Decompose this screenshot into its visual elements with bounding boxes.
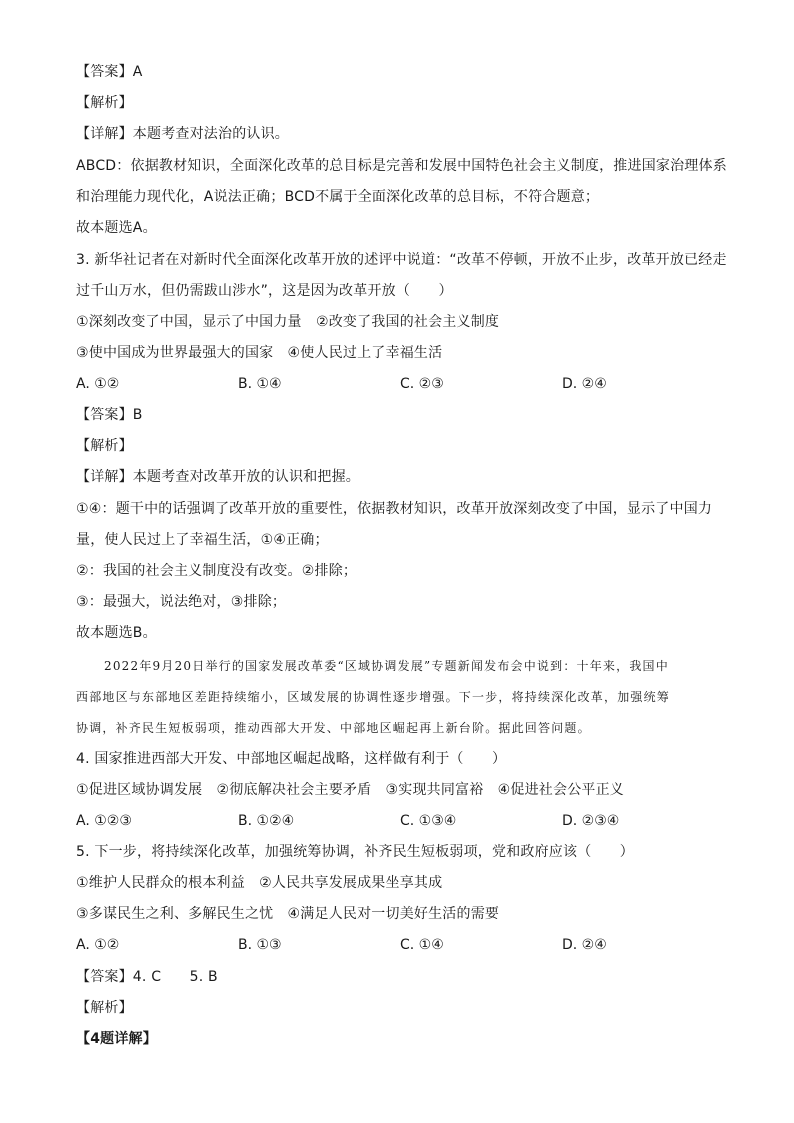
- explanation-line: ABCD：依据教材知识，全面深化改革的总目标是完善和发展中国特色社会主义制度，推进国家治理体系: [76, 158, 727, 174]
- question-3-stem: 3. 新华社记者在对新时代全面深化改革开放的述评中说道：“改革不停顿，开放不止步，改革开放已经走: [76, 252, 727, 268]
- material-paragraph-line: 协调，补齐民生短板弱项，推动西部大开发、中部地区崛起再上新台阶。据此回答问题。: [76, 721, 591, 735]
- question-3-item-line: ①深刻改变了中国，显示了中国力量 ②改变了我国的社会主义制度: [76, 314, 500, 330]
- explanation-line: ①④：题干中的话强调了改革开放的重要性，依据教材知识，改革开放深刻改变了中国，显示了中国力: [76, 501, 713, 517]
- question-3-item-line: ③使中国成为世界最强大的国家 ④使人民过上了幸福生活: [76, 345, 443, 361]
- sub-detail-heading: 【4题详解】: [76, 1031, 157, 1047]
- explanation-line: 和治理能力现代化，A说法正确；BCD不属于全面深化改革的总目标，不符合题意；: [76, 189, 600, 205]
- question-5-option-d: D. ②④: [562, 937, 607, 953]
- detail-line: 【详解】本题考查对改革开放的认识和把握。: [76, 469, 360, 485]
- question-5-option-a: A. ①②: [76, 937, 120, 953]
- question-4-option-d: D. ②③④: [562, 813, 620, 829]
- question-4-items: ①促进区域协调发展 ②彻底解决社会主要矛盾 ③实现共同富裕 ④促进社会公平正义: [76, 782, 625, 798]
- question-4-stem: 4. 国家推进西部大开发、中部地区崛起战略，这样做有利于（ ）: [76, 751, 507, 767]
- question-3-stem: 过千山万水，但仍需跋山涉水”，这是因为改革开放（ ）: [76, 283, 453, 299]
- answer-label: 【答案】B: [76, 407, 143, 423]
- question-5-item-line: ①维护人民群众的根本利益 ②人民共享发展成果坐享其成: [76, 875, 443, 891]
- analysis-label: 【解析】: [76, 438, 133, 454]
- answer-label: 【答案】4. C 5. B: [76, 969, 218, 985]
- question-5-item-line: ③多谋民生之利、多解民生之忧 ④满足人民对一切美好生活的需要: [76, 906, 500, 922]
- material-paragraph-line: 2022年9月20日举行的国家发展改革委“区域协调发展”专题新闻发布会中说到：十年来，我国中: [104, 659, 669, 673]
- explanation-line: ③：最强大，说法绝对，③排除；: [76, 594, 287, 610]
- question-3-option-b: B. ①④: [238, 376, 282, 392]
- conclusion-line: 故本题选B。: [76, 625, 157, 641]
- question-3-option-d: D. ②④: [562, 376, 607, 392]
- question-4-option-c: C. ①③④: [400, 813, 457, 829]
- answer-label: 【答案】A: [76, 64, 143, 80]
- question-5-stem: 5. 下一步，将持续深化改革，加强统筹协调，补齐民生短板弱项，党和政府应该（ ）: [76, 844, 635, 860]
- explanation-line: 量，使人民过上了幸福生活，①④正确；: [76, 532, 329, 548]
- material-paragraph-line: 西部地区与东部地区差距持续缩小，区域发展的协调性逐步增强。下一步，将持续深化改革，加强统筹: [76, 690, 671, 704]
- question-5-option-b: B. ①③: [238, 937, 282, 953]
- question-3-option-a: A. ①②: [76, 376, 120, 392]
- conclusion-line: 故本题选A。: [76, 220, 157, 236]
- question-3-option-c: C. ②③: [400, 376, 444, 392]
- analysis-label: 【解析】: [76, 95, 133, 111]
- analysis-label: 【解析】: [76, 1000, 133, 1016]
- explanation-line: ②：我国的社会主义制度没有改变。②排除；: [76, 563, 358, 579]
- question-5-option-c: C. ①④: [400, 937, 444, 953]
- question-4-option-b: B. ①②④: [238, 813, 295, 829]
- detail-line: 【详解】本题考查对法治的认识。: [76, 126, 289, 142]
- question-4-option-a: A. ①②③: [76, 813, 132, 829]
